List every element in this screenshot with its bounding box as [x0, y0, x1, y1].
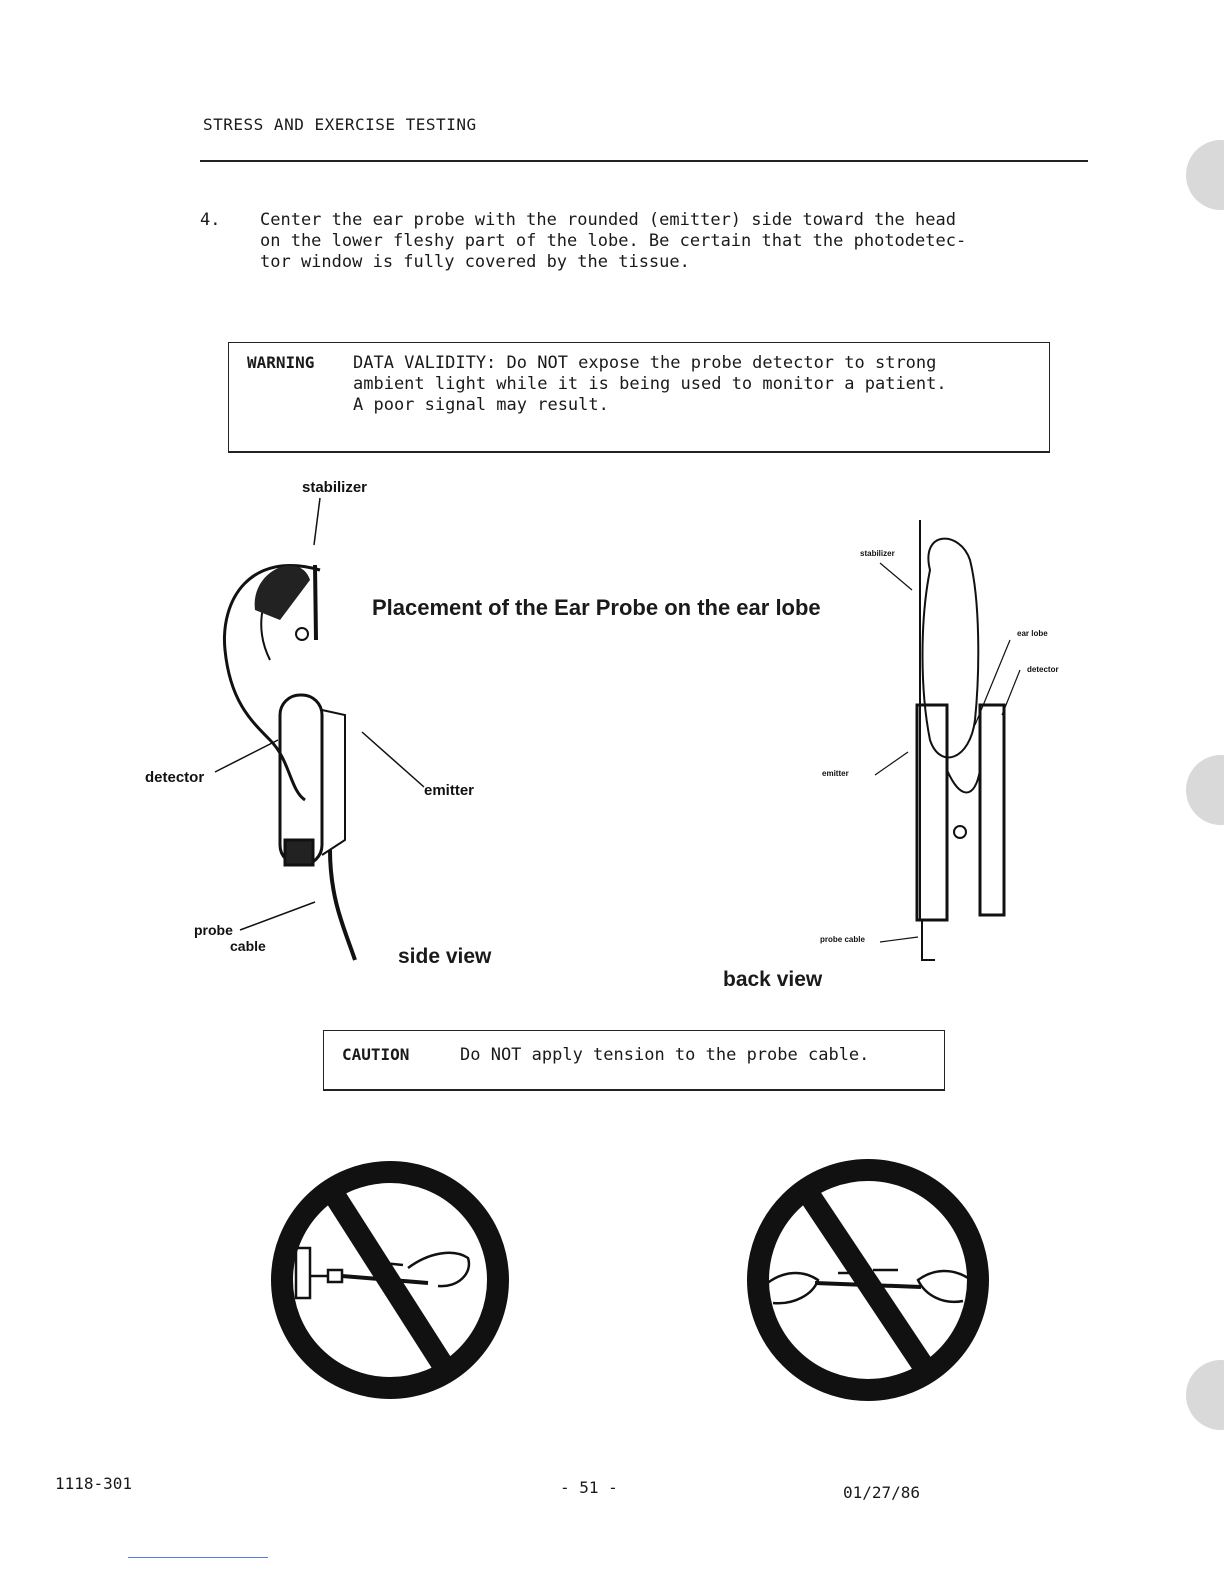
side-view-caption: side view [398, 945, 492, 968]
bottom-underline-decoration [128, 1557, 268, 1558]
header-divider [200, 160, 1088, 162]
back-view-caption: back view [723, 968, 823, 991]
step-instruction: Center the ear probe with the rounded (emitter) side toward the head on the lower fleshy part of the lobe. Be certain that the photodetec- tor window is fully covered by the tissue. [260, 210, 967, 272]
label-back-probe-cable: probe cable [820, 935, 865, 944]
label-stabilizer: stabilizer [302, 479, 368, 496]
caution-text: Do NOT apply tension to the probe cable. [460, 1045, 870, 1065]
label-back-detector: detector [1027, 665, 1059, 674]
figure-title: Placement of the Ear Probe on the ear lobe [372, 595, 821, 620]
caution-label: CAUTION [342, 1045, 410, 1064]
caution-box [323, 1030, 945, 1091]
label-cable: cable [230, 938, 266, 954]
footer-date: 01/27/86 [843, 1483, 921, 1502]
label-probe: probe [194, 922, 233, 938]
punch-hole-bottom [1186, 1360, 1224, 1430]
label-back-ear-lobe: ear lobe [1017, 629, 1048, 638]
ear-probe-figure [130, 470, 1080, 990]
footer-page-number: - 51 - [560, 1478, 618, 1497]
step-number: 4. [200, 210, 221, 230]
label-emitter: emitter [424, 782, 475, 799]
label-back-emitter: emitter [822, 769, 849, 778]
label-detector: detector [145, 769, 205, 786]
page-header-title: STRESS AND EXERCISE TESTING [203, 115, 477, 134]
warning-text: DATA VALIDITY: Do NOT expose the probe detector to strong ambient light while it is being used to monitor a patient. A poor signal may result. [353, 353, 947, 415]
warning-label: WARNING [247, 353, 315, 372]
punch-hole-top [1186, 140, 1224, 210]
ear-back-view-illustration [917, 520, 1004, 960]
punch-hole-middle [1186, 755, 1224, 825]
footer-document-number: 1118-301 [55, 1474, 133, 1493]
no-pull-cable-sign [268, 1158, 513, 1403]
warning-box [228, 342, 1050, 453]
label-back-stabilizer: stabilizer [860, 549, 895, 558]
ear-side-view-illustration [224, 565, 355, 960]
no-stretch-cable-sign [743, 1155, 993, 1405]
